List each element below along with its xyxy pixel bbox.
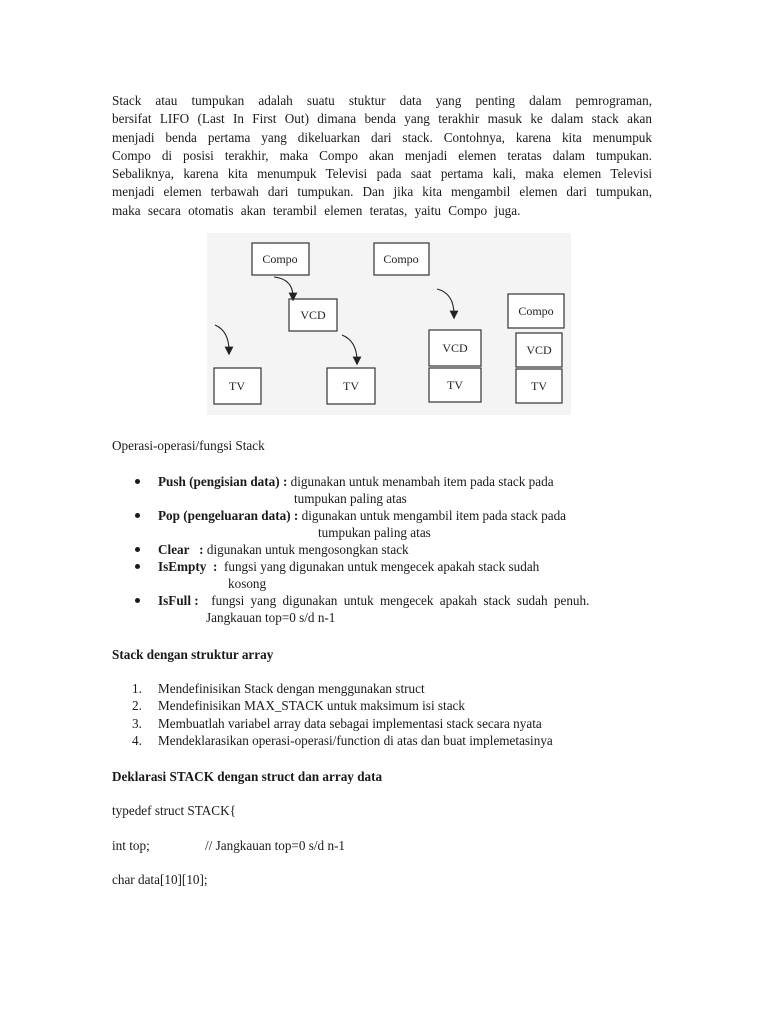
op-desc: digunakan untuk mengosongkan stack <box>203 542 409 557</box>
op-term: IsEmpty : <box>158 559 218 574</box>
declaration-heading: Deklarasi STACK dengan struct dan array data <box>112 769 383 784</box>
list-item <box>132 558 652 592</box>
operations-heading: Operasi-operasi/fungsi Stack <box>112 438 265 453</box>
code-line: typedef struct STACK{ <box>112 803 236 818</box>
op-term: Push (pengisian data) : <box>158 474 288 489</box>
array-section-heading: Stack dengan struktur array <box>112 647 274 662</box>
compo-label: Compo <box>383 252 419 266</box>
op-desc: digunakan untuk mengambil item pada stack pada <box>298 508 567 523</box>
op-desc-continued: Jangkauan top=0 s/d n-1 <box>206 610 336 625</box>
intro-line: maka secara otomatis akan terambil elemen teratas, yaitu Compo juga. <box>112 202 521 218</box>
intro-line: menjadi benda pertama yang dikeluarkan dari stack. Contohnya, karena kita menumpuk <box>112 129 652 145</box>
tv-label: TV <box>229 379 245 393</box>
array-steps-list <box>132 680 692 749</box>
intro-line: bersifat LIFO (Last In First Out) dimana benda yang terakhir masuk ke dalam stack akan <box>112 111 652 127</box>
list-item <box>132 715 692 732</box>
op-desc: digunakan untuk menambah item pada stack pada <box>287 474 554 489</box>
list-item <box>132 473 652 507</box>
tv-label: TV <box>447 378 463 392</box>
operations-list <box>132 473 652 626</box>
step-text: Mendefinisikan MAX_STACK untuk maksimum isi stack <box>158 698 466 714</box>
op-term: Pop (pengeluaran data) : <box>158 508 299 523</box>
list-item <box>132 697 692 714</box>
compo-label: Compo <box>518 304 554 318</box>
step-number: 1. <box>132 681 142 696</box>
step-number: 2. <box>132 698 142 714</box>
step-number: 4. <box>132 732 142 748</box>
stack-illustration <box>207 233 571 415</box>
code-line: int top; <box>112 838 150 853</box>
stack-diagram <box>207 233 571 415</box>
step-text: Membuatlah variabel array data sebagai implementasi stack secara nyata <box>158 715 542 731</box>
op-desc-continued: kosong <box>228 576 267 591</box>
vcd-label: VCD <box>300 308 326 322</box>
list-item <box>132 592 652 626</box>
bullet-icon <box>135 479 140 484</box>
intro-line: menjadi elemen terbawah dari tumpukan. Dan jika kita mengambil elemen dari tumpukan, <box>112 184 652 200</box>
list-item <box>132 541 652 558</box>
step-text: Mendefinisikan Stack dengan menggunakan struct <box>158 681 425 696</box>
intro-line: Compo di posisi terakhir, maka Compo akan menjadi elemen teratas dalam tumpukan. <box>112 147 652 163</box>
bullet-icon <box>135 513 140 518</box>
op-desc: fungsi yang digunakan untuk mengecek apakah stack sudah <box>217 559 540 574</box>
bullet-icon <box>135 547 140 552</box>
step-text: Mendeklarasikan operasi-operasi/function di atas dan buat implemetasinya <box>158 732 553 748</box>
arrow <box>215 325 229 351</box>
bullet-icon <box>135 598 140 603</box>
op-desc-continued: tumpukan paling atas <box>318 525 431 540</box>
tv-label: TV <box>343 379 359 393</box>
vcd-label: VCD <box>526 343 552 357</box>
list-item <box>132 732 692 749</box>
op-desc: fungsi yang digunakan untuk mengecek apakah stack sudah penuh. <box>198 593 590 608</box>
arrow <box>342 335 357 361</box>
code-line: char data[10][10]; <box>112 872 208 887</box>
intro-line: Sebaliknya, karena kita menumpuk Televisi pada saat pertama kali, maka elemen Televisi <box>112 166 652 182</box>
vcd-label: VCD <box>442 341 468 355</box>
arrow <box>437 289 454 315</box>
op-desc-continued: tumpukan paling atas <box>294 491 407 506</box>
code-comment: // Jangkauan top=0 s/d n-1 <box>205 838 346 853</box>
list-item <box>132 680 692 697</box>
intro-paragraph <box>112 92 652 220</box>
compo-label: Compo <box>262 252 298 266</box>
bullet-icon <box>135 564 140 569</box>
intro-line: Stack atau tumpukan adalah suatu stuktur data yang penting dalam pemrograman, <box>112 93 652 108</box>
op-term: IsFull : <box>158 593 199 608</box>
list-item <box>132 507 652 541</box>
arrow <box>274 277 293 297</box>
tv-label: TV <box>531 379 547 393</box>
step-number: 3. <box>132 715 142 731</box>
op-term: Clear : <box>158 542 204 557</box>
